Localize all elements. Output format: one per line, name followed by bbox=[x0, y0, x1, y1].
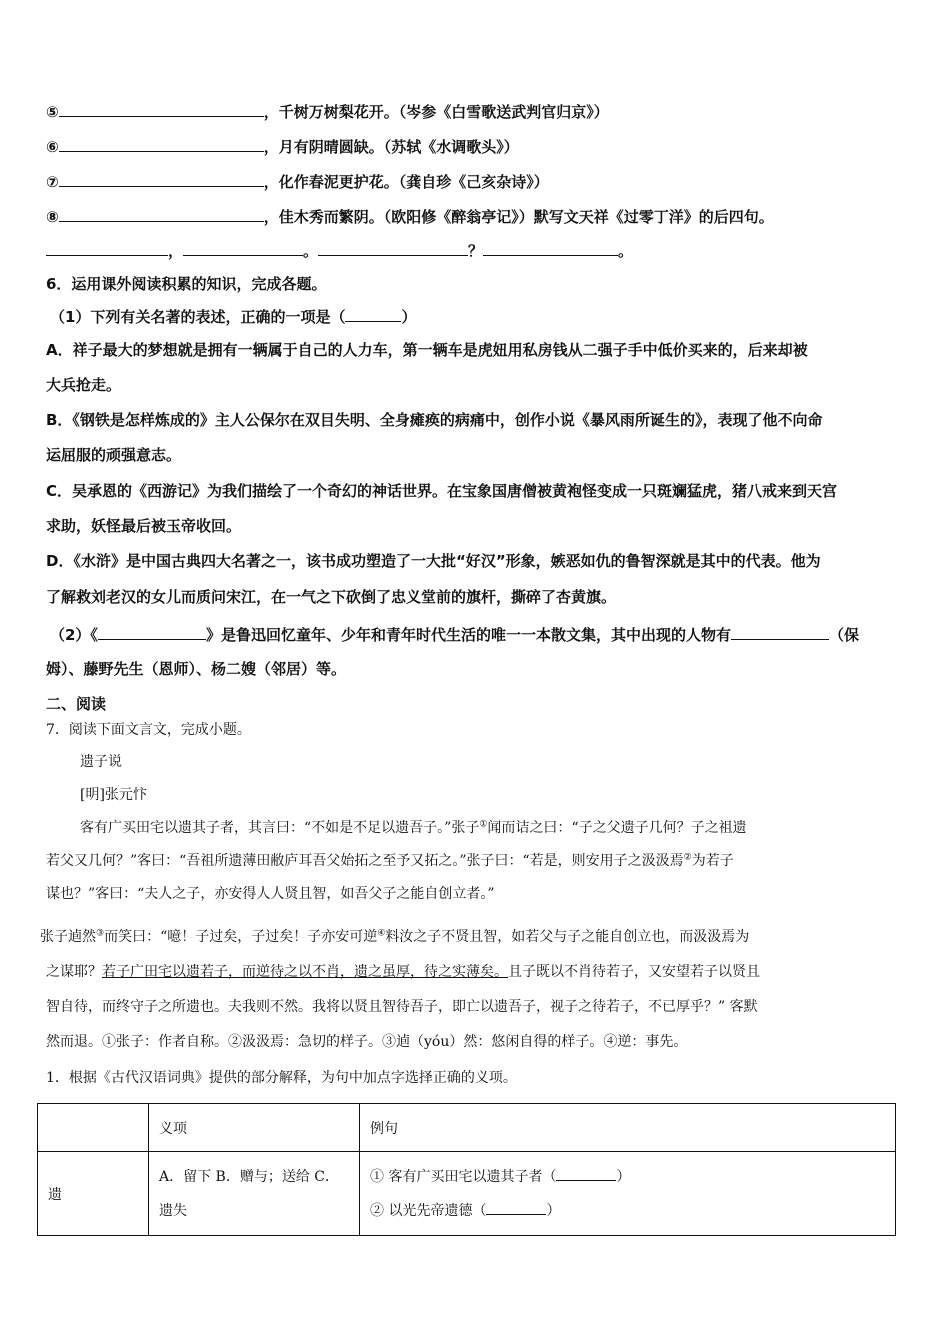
example-text: ② 以光先帝遗德（ bbox=[370, 1202, 487, 1219]
table-header-row bbox=[38, 1104, 896, 1152]
essay-text: 且子既以不肖待若子，又安望若子以贤且 bbox=[508, 964, 760, 980]
poem-text: ，佳木秀而繁阴。（欧阳修《醉翁亭记》）默写文天祥《过零丁洋》的后四句。 bbox=[263, 208, 774, 226]
definition-table bbox=[37, 1103, 896, 1236]
poem-line-8 bbox=[46, 206, 774, 227]
essay-text: 张子逌然 bbox=[40, 929, 96, 945]
answer-blank[interactable] bbox=[731, 624, 829, 640]
q6-option-a-2: 大兵抢走。 bbox=[46, 376, 122, 394]
item-number: ⑧ bbox=[46, 208, 59, 226]
answer-blank[interactable] bbox=[59, 136, 264, 152]
essay-text: 若父又几何？”客曰：“吾祖所遗薄田敝庐耳吾父始拓之至予又拓之。”张子曰：“若是，则安用子之汲汲焉 bbox=[46, 853, 684, 869]
answer-blank[interactable] bbox=[483, 240, 618, 256]
q6-sub2-line2: 姆）、藤野先生（恩师）、杨二嫂（邻居）等。 bbox=[46, 660, 347, 678]
answer-blank[interactable] bbox=[98, 624, 206, 640]
table-word: 遗 bbox=[38, 1152, 149, 1236]
essay-title: 遗子说 bbox=[80, 754, 122, 770]
punct: ？ bbox=[468, 242, 484, 260]
example-text: ① 客有广买田宅以遗其子者（ bbox=[370, 1168, 557, 1185]
essay-text: 之谋耶？ bbox=[46, 964, 102, 980]
essay-para2-line2 bbox=[46, 962, 760, 982]
poem-line-7 bbox=[46, 171, 549, 192]
q6-sub2-text: （保 bbox=[828, 626, 859, 644]
footnote-mark: ② bbox=[683, 852, 692, 863]
meaning-line: 遗失 bbox=[159, 1202, 187, 1219]
punct: 。 bbox=[618, 242, 634, 260]
poem-line-6 bbox=[46, 136, 519, 157]
q6-title: 6．运用课外阅读积累的知识，完成各题。 bbox=[46, 275, 327, 293]
table-header-example: 例句 bbox=[360, 1104, 896, 1152]
item-number: ⑦ bbox=[46, 173, 59, 191]
q6-sub2-text: 》是鲁迅回忆童年、少年和青年时代生活的唯一一本散文集，其中出现的人物有 bbox=[205, 626, 731, 644]
poem-text: ，化作春泥更护花。（龚自珍《己亥杂诗》） bbox=[263, 173, 549, 191]
q7-sub1: 1．根据《古代汉语词典》提供的部分解释，为句中加点字选择正确的义项。 bbox=[46, 1070, 517, 1086]
answer-blank[interactable] bbox=[59, 171, 264, 187]
essay-para2-line1 bbox=[40, 927, 749, 947]
answer-blank[interactable] bbox=[486, 1199, 546, 1215]
q6-sub1-text: （1）下列有关名著的表述，正确的一项是（ bbox=[50, 308, 346, 326]
q6-sub2 bbox=[50, 624, 859, 645]
table-header-meaning: 义项 bbox=[149, 1104, 360, 1152]
poem-line-5 bbox=[46, 101, 609, 122]
footnote-mark: ④ bbox=[377, 928, 386, 939]
punct: ） bbox=[401, 308, 417, 326]
q6-option-b-2: 运屈服的顽强意志。 bbox=[46, 446, 182, 464]
table-meaning bbox=[149, 1152, 360, 1236]
meaning-line: A．留下 B．赠与；送给 C． bbox=[159, 1168, 340, 1185]
punct: ， bbox=[168, 242, 184, 260]
q6-option-a-1: A．祥子最大的梦想就是拥有一辆属于自己的人力车，第一辆车是虎妞用私房钱从二强子手中低价买来的，后来却被 bbox=[46, 341, 808, 359]
q6-sub2-text: （2）《 bbox=[50, 626, 98, 644]
punct: ） bbox=[616, 1168, 631, 1185]
blank-line-four bbox=[46, 240, 633, 261]
q6-option-d-1: D．《水浒》是中国古典四大名著之一，该书成功塑造了一大批“好汉”形象，嫉恶如仇的鲁智深就是其中的代表。他为 bbox=[46, 552, 821, 570]
answer-blank[interactable] bbox=[556, 1165, 616, 1181]
essay-para2-line4: 然而退。①张子：作者自称。②汲汲焉：急切的样子。③逌（yóu）然：悠闲自得的样子。④逆：事先。 bbox=[46, 1034, 688, 1050]
q6-sub1 bbox=[50, 306, 416, 327]
essay-text: 为若子 bbox=[691, 853, 734, 869]
essay-text: 而笑曰：“噫！子过矣，子过矣！子亦安可逆 bbox=[104, 929, 378, 945]
punct: ） bbox=[546, 1202, 561, 1219]
q6-option-d-2: 了解救刘老汉的女儿而质问宋江，在一气之下砍倒了忠义堂前的旗杆，撕碎了杏黄旗。 bbox=[46, 588, 617, 606]
essay-text: 闻而诘之曰：“子之父遗子几何？子之祖遗 bbox=[487, 820, 747, 836]
footnote-mark: ③ bbox=[96, 928, 105, 939]
q7-title: 7．阅读下面文言文，完成小题。 bbox=[46, 722, 251, 738]
essay-para1-line2 bbox=[46, 851, 734, 871]
answer-blank[interactable] bbox=[345, 306, 401, 322]
answer-blank[interactable] bbox=[183, 240, 303, 256]
essay-para2-line3: 智自待，而终守子之所遗也。夫我则不然。我将以贤且智待吾子，即亡以遗吾子，视子之待若子，不已厚乎？” 客默 bbox=[46, 999, 758, 1015]
item-number: ⑥ bbox=[46, 138, 59, 156]
essay-text: 客有广买田宅以遗其子者，其言曰：“不如是不足以遗吾子。”张子 bbox=[80, 820, 480, 836]
table-row bbox=[38, 1152, 896, 1236]
punct: 。 bbox=[303, 242, 319, 260]
q6-option-c-1: C．吴承恩的《西游记》为我们描绘了一个奇幻的神话世界。在宝象国唐僧被黄袍怪变成一只斑斓猛虎，猪八戒来到天宫 bbox=[46, 482, 838, 500]
answer-blank[interactable] bbox=[59, 101, 264, 117]
table-cell bbox=[38, 1104, 149, 1152]
example-line-1 bbox=[370, 1160, 885, 1194]
poem-text: ，千树万树梨花开。（岑参《白雪歌送武判官归京》） bbox=[263, 103, 609, 121]
essay-author: [明]张元忭 bbox=[80, 787, 147, 803]
essay-para1-line3: 谋也？”客曰：“夫人之子，亦安得人人贤且智，如吾父子之能自创立者。” bbox=[46, 886, 495, 902]
answer-blank[interactable] bbox=[318, 240, 468, 256]
answer-blank[interactable] bbox=[59, 206, 264, 222]
essay-text: 料汝之子不贤且智，如若父与子之能自创立也，而汲汲焉为 bbox=[385, 929, 750, 945]
poem-text: ，月有阴晴圆缺。（苏轼《水调歌头》） bbox=[263, 138, 519, 156]
essay-para1-line1 bbox=[80, 818, 747, 838]
q6-option-b-1: B．《钢铁是怎样炼成的》主人公保尔在双目失明、全身瘫痪的病痛中，创作小说《暴风雨所诞生的》，表现了他不向命 bbox=[46, 411, 823, 429]
answer-blank[interactable] bbox=[46, 240, 168, 256]
q6-option-c-2: 求助，妖怪最后被玉帝收回。 bbox=[46, 517, 242, 535]
item-number: ⑤ bbox=[46, 103, 59, 121]
footnote-mark: ① bbox=[479, 819, 488, 830]
underlined-sentence: 若子广田宅以遗若子，而逆待之以不肖，遗之虽厚，待之实薄矣。 bbox=[102, 964, 508, 980]
example-line-2 bbox=[370, 1194, 885, 1228]
section-heading: 二、阅读 bbox=[46, 695, 107, 713]
table-examples bbox=[360, 1152, 896, 1236]
